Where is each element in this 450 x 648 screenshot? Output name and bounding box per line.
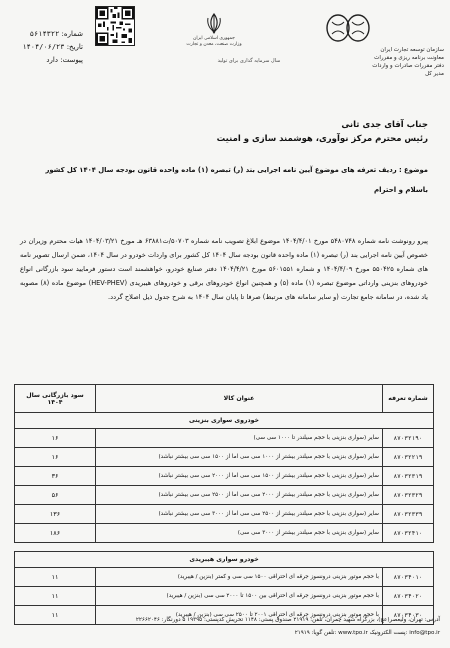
footer-address: آدرس: تهران، ولیعصر(عج)، بزرگراه شهید چمران، تلفن: ۲۱۹۱۹ صندوق پستی: ۱۱۴۸ تحریش کدپستی: ۱۹۳۹۵ ۵ دورنگار: ۲۲۶۶۲۰۴۶ [135, 617, 440, 623]
group-row: خودرو سواری هیبریدی [15, 552, 434, 568]
letter-attachment: پیوست: دارد [46, 56, 83, 64]
header-tariff-code: شماره تعرفه [383, 385, 434, 413]
footer-contact: info@tpo.ir :پست الکترونیک www.tpo.ir :تلفن گویا: ۲۱۹۱۹ [294, 630, 440, 636]
qr-code [95, 6, 135, 46]
tpo-logo-icon [324, 12, 372, 44]
addressee-name: جناب آقای جدی ثانی [341, 120, 428, 130]
year-slogan: سال سرمایه گذاری برای تولید [217, 58, 281, 64]
table-header-row [15, 385, 434, 413]
table-row: ۸۷۰۳۲۳۱۹ سایر (سواری بنزینی با حجم سیلندر بیشتر از ۱۵۰۰ سی سی اما از ۲۰۰۰ سی سی بیشتر نباشد) ۳۶ [15, 467, 434, 486]
letter-number: شماره: ۵۶۱۴۳۲۲ [29, 30, 83, 38]
letter-body: پیرو رونوشت نامه شماره ۵۴۸۰۷۴۸ مورخ ۱۴۰۴/۴/۰۱ موضوع ابلاغ تصویب نامه شماره ۵۰۷۰۳/ت۶۳۸۸۱ هـ مورخ ۱۴۰۴/۰۳/۲۱ هیات محترم وزیران در خصوص آیین نامه اجرایی بند (ر) تبصره (۱) ماده واحده قانون بودجه سال ۱۴۰۴ کل کشور برای واردات خودرو در سال ۱۴۰۴، ضمن ارسال تصویر نامه های شماره ۵۵۰۴۲۵ مورخ ۱۴۰۴/۴/۰۹ و شماره ۵۶۰۱۵۵۱ مورخ ۱۴۰۴/۴/۲۱ دفتر صنایع خودرو، خواهشمند است دستور فرمایید سود بازرگانی انواع خودروهای بنزینی وارداتی موضوع تبصره (۱) ماده (۵) و همچنین انواع خودروهای برقی و خودروهای هیبریدی (HEV-PHEV) موضوع ماده (۸) مصوبه یاد شده، در سامانه جامع تجارت (و سایر سامانه های مرتبط) صرفا تا پایان سال ۱۴۰۴ به شرح جدول ذیل اصلاح گردد. [20, 237, 429, 301]
letter-meta [8, 28, 83, 67]
addressee-title: رئیس محترم مرکز نوآوری، هوشمند سازی و امنیت [216, 134, 428, 144]
tariff-table [14, 384, 434, 625]
table-row: ۸۷۰۳۲۲۱۹ سایر (سواری بنزینی با حجم سیلندر بیشتر از ۱۰۰۰ سی سی اما از ۱۵۰۰ سی سی بیشتر نباشد) ۱۶ [15, 448, 434, 467]
letter-greeting: باسلام و احترام [374, 186, 428, 194]
table-spacer [15, 543, 434, 552]
group-row: خودروی سواری بنزینی [15, 413, 434, 429]
table-row: ۸۷۰۳۲۴۱۰ سایر (سواری بنزینی با حجم سیلندر بیشتر از ۳۰۰۰ سی سی) ۱۸۶ [15, 524, 434, 543]
table-row: ۸۷۰۳۲۳۲۹ سایر (سواری بنزینی با حجم سیلندر بیشتر از ۲۰۰۰ سی سی اما از ۲۵۰۰ سی سی بیشتر نباشد) ۵۶ [15, 486, 434, 505]
iran-emblem-icon [205, 12, 223, 34]
addressee-block [28, 118, 428, 146]
letter-date: تاریخ: ۱۴۰۴/۰۶/۲۳ [22, 43, 83, 51]
letter-footer [10, 614, 440, 640]
table-row: ۸۷۰۳۲۳۳۹ سایر (سواری بنزینی با حجم سیلندر بیشتر از ۲۵۰۰ سی سی اما از ۳۰۰۰ سی سی بیشتر نباشد) ۱۳۶ [15, 505, 434, 524]
ministry-name: جمهوری اسلامی ایران وزارت صنعت، معدن و تجارت [186, 36, 242, 47]
table-row: ۸۷۰۳۴۰۲۰ با حجم موتور بنزینی درونسوز جرقه ای احتراقی بین ۱۵۰۰ تا ۲۰۰۰ سی سی (بنزین / هیبرید) ۱۱ [15, 587, 434, 606]
organization-name: سازمان توسعه تجارت ایران معاونت برنامه ریزی و مقررات دفتر مقررات صادرات و واردات مدیر کل [372, 47, 444, 77]
table-row: ۸۷۰۳۲۱۹۰ سایر (سواری بنزینی با حجم سیلندر تا ۱۰۰۰ سی سی) ۱۶ [15, 429, 434, 448]
header-goods-title: عنوان کالا [96, 385, 383, 413]
table-row: ۸۷۰۳۴۰۱۰ با حجم موتور بنزینی درونسوز جرقه ای احتراقی ۱۵۰۰ سی سی و کمتر (بنزین / هیبرید) ۱۱ [15, 568, 434, 587]
letter-subject: موضوع : ردیف تعرفه های موضوع آیین نامه اجرایی بند (ر) تبصره (۱) ماده واحده قانون بودجه سال ۱۴۰۴ کل کشور [45, 166, 428, 174]
header-commercial-profit: سود بازرگانی سال ۱۴۰۴ [15, 385, 96, 413]
table-row: ۸۷۰۳۴۰۳۰ با حجم موتور بنزینی درونسوز جرقه ای احتراقی ۲۰۰۱ تا ۲۵۰۰ سی سی (بنزین / هیبرید) ۱۱ [15, 606, 434, 625]
